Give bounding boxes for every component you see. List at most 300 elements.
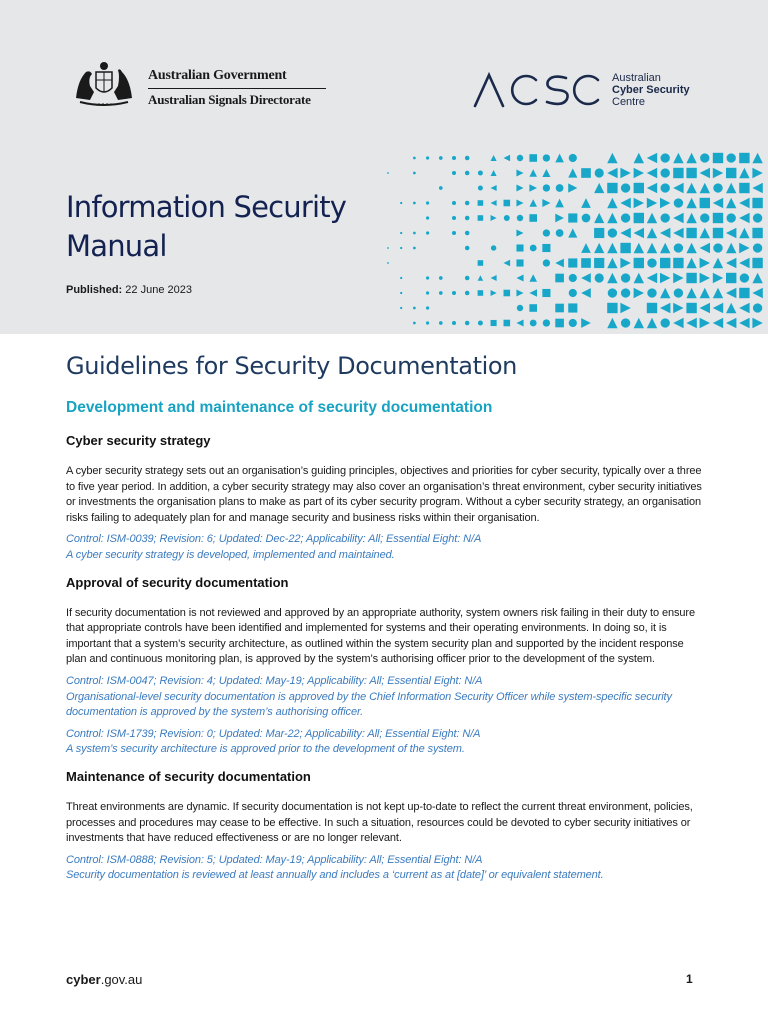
pattern-shape	[620, 168, 630, 178]
pattern-shape	[647, 228, 657, 238]
pattern-shape	[400, 307, 402, 309]
pattern-shape	[726, 243, 736, 253]
pattern-shape	[426, 156, 429, 159]
pattern-shape	[621, 288, 630, 297]
pattern-shape	[726, 318, 736, 328]
pattern-shape	[516, 259, 523, 266]
pattern-shape	[674, 198, 683, 207]
pattern-shape	[740, 273, 749, 282]
pattern-shape	[726, 198, 736, 208]
pattern-shape	[634, 273, 644, 283]
pattern-shape	[700, 168, 710, 178]
pattern-shape	[686, 273, 696, 283]
pattern-shape	[595, 273, 604, 282]
pattern-shape	[673, 258, 683, 268]
agency-name: Australian Signals Directorate	[148, 92, 311, 107]
pattern-shape	[686, 153, 696, 163]
pattern-shape	[608, 228, 617, 237]
pattern-shape	[686, 198, 696, 208]
pattern-shape	[686, 288, 696, 298]
pattern-shape	[581, 198, 591, 208]
pattern-shape	[752, 183, 762, 193]
control-meta: Control: ISM-0888; Revision: 5; Updated: May-19; Applicability: All; Essential Eight: N/A	[66, 853, 483, 866]
subsection-title: Development and maintenance of security documentation	[66, 399, 493, 416]
document-title	[66, 188, 446, 266]
pattern-shape	[634, 288, 644, 298]
pattern-shape	[516, 289, 523, 296]
pattern-shape	[465, 276, 470, 281]
pattern-shape	[478, 290, 484, 296]
page-number: 1	[686, 972, 693, 986]
pattern-shape	[686, 213, 696, 223]
pattern-shape	[607, 258, 617, 268]
pattern-shape	[465, 321, 470, 326]
pattern-shape	[452, 321, 456, 325]
pattern-shape	[713, 153, 723, 163]
pattern-shape	[491, 170, 497, 176]
pattern-shape	[581, 288, 591, 298]
pattern-shape	[634, 318, 644, 328]
pattern-shape	[713, 183, 722, 192]
pattern-shape	[739, 303, 749, 313]
pattern-shape	[568, 228, 577, 237]
pattern-shape	[452, 201, 456, 205]
pattern-shape	[621, 213, 630, 222]
pattern-shape	[726, 183, 736, 193]
pattern-shape	[555, 259, 564, 268]
acsc-name-line3: Centre	[612, 96, 646, 108]
pattern-shape	[620, 228, 630, 238]
pattern-shape	[555, 319, 564, 328]
control-meta: Control: ISM-1739; Revision: 0; Updated: Mar-22; Applicability: All; Essential Eight: N/A	[66, 727, 481, 740]
pattern-shape	[713, 243, 722, 252]
commonwealth-coat-of-arms-icon	[66, 58, 142, 108]
pattern-shape	[478, 200, 484, 206]
pattern-shape	[478, 170, 483, 175]
pattern-shape	[529, 184, 537, 192]
pattern-shape	[752, 273, 762, 283]
pattern-shape	[634, 213, 644, 223]
pattern-shape	[713, 168, 723, 178]
pattern-shape	[673, 318, 683, 328]
pattern-shape	[621, 318, 630, 327]
pattern-shape	[542, 199, 550, 207]
pattern-shape	[673, 153, 683, 163]
pattern-shape	[426, 321, 429, 324]
pattern-shape	[582, 214, 591, 223]
control-text: A cyber security strategy is developed, implemented and maintained.	[66, 548, 395, 561]
pattern-shape	[594, 243, 604, 253]
footer-website-bold: cyber	[66, 972, 101, 987]
pattern-shape	[608, 288, 617, 297]
pattern-shape	[647, 183, 657, 193]
pattern-shape	[439, 321, 443, 325]
pattern-shape	[465, 291, 470, 296]
pattern-shape	[647, 258, 656, 267]
pattern-shape	[700, 153, 709, 162]
pattern-shape	[726, 288, 736, 298]
pattern-shape	[686, 318, 696, 328]
pattern-shape	[713, 198, 723, 208]
pattern-shape	[673, 273, 683, 283]
footer-website	[66, 972, 142, 987]
pattern-shape	[673, 228, 683, 238]
section-title: Guidelines for Security Documentation	[66, 352, 517, 380]
pattern-shape	[700, 318, 710, 328]
pattern-shape	[661, 213, 670, 222]
pattern-shape	[673, 168, 683, 178]
pattern-shape	[543, 229, 550, 236]
pattern-shape	[607, 273, 617, 283]
pattern-shape	[594, 258, 604, 268]
pattern-shape	[673, 183, 683, 193]
pattern-shape	[478, 320, 483, 325]
pattern-shape	[581, 258, 591, 268]
pattern-shape	[491, 245, 496, 250]
pattern-shape	[517, 155, 523, 161]
paragraph-cyber-security-strategy: A cyber security strategy sets out an organisation’s guiding principles, objectives and priorities for cyber security, typically over a three to five year period. In addition, a cyber security strategy may also cover an organisation’s threat environment, cyber security initiatives or investments the organisation plans to make as part of its cyber security program. Without a cyber security strategy, an organisation risks failing to adequately plan for and manage security and business risks within their organisation.	[66, 465, 702, 524]
pattern-shape	[739, 168, 749, 178]
pattern-shape	[568, 303, 577, 312]
control-text: Security documentation is reviewed at least annually and includes a ‘current as at [date]’ or equivalent statement.	[66, 869, 604, 882]
pattern-shape	[491, 155, 497, 161]
pattern-shape	[529, 304, 537, 312]
pattern-shape	[594, 213, 604, 223]
acsc-name-line2: Cyber Security	[612, 84, 690, 96]
pattern-shape	[568, 258, 577, 267]
pattern-shape	[439, 276, 443, 280]
pattern-shape	[752, 228, 762, 238]
pattern-shape	[634, 183, 644, 193]
pattern-shape	[569, 274, 577, 282]
pattern-shape	[727, 153, 736, 162]
pattern-shape	[504, 320, 511, 327]
pattern-shape	[452, 291, 456, 295]
pattern-shape	[686, 303, 696, 313]
pattern-shape	[491, 215, 497, 221]
pattern-shape	[713, 288, 723, 298]
pattern-shape	[674, 243, 683, 252]
pattern-shape	[607, 213, 617, 223]
australian-government-logo	[66, 58, 326, 110]
pattern-shape	[556, 184, 564, 192]
acsc-name-line1: Australian	[612, 72, 661, 84]
pattern-shape	[569, 319, 577, 327]
pattern-shape	[686, 243, 696, 253]
pattern-shape	[752, 288, 762, 298]
pattern-shape	[465, 201, 470, 206]
pattern-shape	[647, 153, 657, 163]
acsc-wordmark-icon	[472, 70, 602, 110]
pattern-shape	[542, 289, 550, 297]
pattern-shape	[739, 153, 749, 163]
pattern-shape	[529, 169, 537, 177]
pattern-shape	[529, 274, 537, 282]
pattern-shape	[543, 319, 550, 326]
pattern-shape	[607, 153, 617, 163]
pattern-shape	[452, 231, 456, 235]
pattern-shape	[647, 198, 657, 208]
pattern-shape	[700, 228, 710, 238]
pattern-shape	[555, 274, 564, 283]
document-title-line2: Manual	[66, 229, 167, 263]
control-block	[66, 727, 706, 758]
pattern-shape	[426, 306, 429, 309]
pattern-shape	[413, 172, 416, 175]
pattern-shape	[752, 318, 762, 328]
pattern-shape	[713, 303, 723, 313]
pattern-shape	[700, 273, 710, 283]
pattern-shape	[634, 153, 644, 163]
pattern-shape	[634, 198, 644, 208]
pattern-shape	[647, 303, 657, 313]
pattern-shape	[700, 243, 710, 253]
pattern-shape	[491, 320, 497, 326]
pattern-shape	[581, 168, 591, 178]
pattern-shape	[452, 171, 456, 175]
pattern-shape	[542, 244, 550, 252]
pattern-shape	[713, 273, 723, 283]
pattern-shape	[504, 200, 511, 207]
pattern-shape	[516, 229, 523, 236]
pattern-shape	[439, 291, 443, 295]
acsc-logo	[472, 70, 712, 110]
pattern-shape	[400, 277, 402, 279]
published-value: 22 June 2023	[125, 284, 192, 296]
pattern-shape	[478, 260, 484, 266]
pattern-shape	[504, 155, 511, 162]
pattern-shape	[726, 303, 736, 313]
pattern-shape	[661, 153, 670, 162]
pattern-shape	[700, 183, 710, 193]
pattern-shape	[620, 198, 630, 208]
pattern-shape	[634, 243, 644, 253]
pattern-shape	[516, 319, 523, 326]
control-text: Organisational-level security documentation is approved by the Chief Information Security Officer while system-specific security documentation is approved by the system’s authorising officer.	[66, 690, 672, 719]
heading-cyber-security-strategy: Cyber security strategy	[66, 433, 211, 448]
pattern-shape	[607, 168, 617, 178]
pattern-shape	[700, 288, 710, 298]
pattern-shape	[568, 168, 577, 177]
pattern-shape	[581, 318, 591, 328]
pattern-shape	[753, 243, 762, 252]
pattern-shape	[478, 275, 484, 281]
pattern-shape	[581, 243, 591, 253]
pattern-shape	[569, 154, 577, 162]
pattern-shape	[529, 214, 537, 222]
pattern-shape	[739, 183, 749, 193]
pattern-shape	[387, 172, 389, 174]
pattern-shape	[543, 184, 550, 191]
pattern-shape	[607, 198, 617, 208]
pattern-shape	[543, 259, 550, 266]
pattern-shape	[426, 291, 429, 294]
paragraph-approval-of-security-documentation: If security documentation is not reviewed and approved by an appropriate authority, system owners risk failing in their duty to ensure that appropriate controls have been identified and implemented for systems and their operating environments. In doing so, it is important that a system’s security architecture, as outlined within the system security plan and supported by the incident response plan and continuous monitoring plan, is approved by the system’s authorising officer prior to the development of the system.	[66, 606, 696, 666]
pattern-shape	[517, 215, 523, 221]
pattern-shape	[660, 273, 670, 283]
pattern-shape	[452, 216, 456, 220]
pattern-shape	[647, 288, 656, 297]
paragraph-maintenance-of-security-documentation: Threat environments are dynamic. If security documentation is not kept up-to-date to reflect the current threat environment, policies, processes and procedures may cease to be effective. In such a situation, resources could be devoted to cyber security initiatives or investments that have reduced effectiveness or are no longer relevant.	[66, 800, 693, 845]
control-text: A system’s security architecture is approved prior to the development of the system.	[66, 743, 465, 756]
pattern-shape	[620, 303, 630, 313]
document-body	[66, 348, 706, 884]
pattern-shape	[426, 276, 429, 279]
pattern-shape	[661, 318, 670, 327]
pattern-shape	[465, 171, 470, 176]
pattern-shape	[647, 213, 657, 223]
pattern-shape	[607, 318, 617, 328]
control-meta: Control: ISM-0047; Revision: 4; Updated: May-19; Applicability: All; Essential Eight: N/A	[66, 674, 483, 687]
pattern-shape	[660, 198, 670, 208]
pattern-shape	[478, 185, 483, 190]
pattern-shape	[491, 275, 497, 281]
pattern-shape	[607, 303, 617, 313]
pattern-shape	[634, 228, 644, 238]
pattern-shape	[752, 258, 762, 268]
pattern-shape	[686, 258, 696, 268]
pattern-shape	[700, 303, 710, 313]
pattern-shape	[661, 168, 670, 177]
document-header	[0, 0, 768, 334]
pattern-shape	[700, 258, 710, 268]
pattern-shape	[753, 213, 762, 222]
pattern-shape	[674, 288, 683, 297]
pattern-shape	[568, 183, 577, 192]
control-block	[66, 674, 706, 721]
pattern-shape	[465, 231, 470, 236]
pattern-shape	[647, 318, 657, 328]
pattern-shape	[529, 154, 537, 162]
published-label: Published:	[66, 284, 123, 296]
pattern-shape	[726, 273, 736, 283]
pattern-shape	[413, 157, 416, 160]
pattern-shape	[555, 199, 564, 208]
pattern-shape	[465, 156, 470, 161]
control-block	[66, 532, 706, 563]
pattern-shape	[673, 213, 683, 223]
pattern-shape	[556, 229, 564, 237]
acsc-name	[612, 72, 690, 108]
pattern-shape	[542, 169, 550, 177]
pattern-shape	[478, 215, 484, 221]
pattern-shape	[660, 258, 670, 268]
pattern-shape	[465, 246, 470, 251]
pattern-shape	[413, 307, 416, 310]
pattern-shape	[700, 198, 710, 208]
pattern-shape	[660, 288, 670, 298]
pattern-shape	[516, 244, 523, 251]
government-wordmark	[148, 68, 326, 108]
pattern-shape	[739, 213, 749, 223]
pattern-shape	[517, 305, 523, 311]
pattern-shape	[660, 228, 670, 238]
pattern-shape	[491, 200, 497, 206]
control-meta: Control: ISM-0039; Revision: 6; Updated: Dec-22; Applicability: All; Essential Eight: N/A	[66, 533, 482, 546]
pattern-shape	[621, 183, 630, 192]
pattern-shape	[400, 292, 402, 294]
heading-approval-of-security-documentation: Approval of security documentation	[66, 574, 289, 590]
pattern-shape	[739, 228, 749, 238]
pattern-shape	[607, 183, 617, 193]
pattern-shape	[739, 318, 749, 328]
pattern-shape	[491, 185, 497, 191]
pattern-shape	[516, 184, 523, 191]
pattern-shape	[753, 303, 762, 312]
pattern-shape	[569, 289, 577, 297]
pattern-shape	[555, 214, 564, 223]
pattern-shape	[647, 273, 657, 283]
pattern-shape	[727, 213, 736, 222]
pattern-shape	[661, 183, 670, 192]
pattern-shape	[713, 318, 723, 328]
pattern-shape	[686, 228, 696, 238]
pattern-shape	[660, 303, 670, 313]
pattern-shape	[634, 168, 644, 178]
pattern-shape	[739, 258, 749, 268]
pattern-shape	[504, 290, 511, 297]
pattern-shape	[700, 213, 709, 222]
pattern-shape	[686, 168, 696, 178]
pattern-shape	[504, 215, 510, 221]
pattern-shape	[713, 258, 723, 268]
pattern-shape	[530, 320, 537, 327]
heading-maintenance-of-security-documentation: Maintenance of security documentation	[66, 768, 311, 784]
pattern-shape	[595, 168, 604, 177]
pattern-shape	[594, 183, 604, 193]
pattern-shape	[647, 168, 657, 178]
pattern-shape	[634, 258, 644, 268]
pattern-shape	[752, 168, 762, 178]
pattern-shape	[752, 153, 762, 163]
pattern-shape	[491, 290, 497, 296]
pattern-shape	[516, 274, 523, 281]
footer-website-rest: .gov.au	[100, 972, 143, 987]
pattern-shape	[530, 245, 537, 252]
pattern-shape	[607, 243, 617, 253]
document-title-line1: Information Security	[66, 190, 347, 224]
pattern-shape	[465, 216, 470, 221]
pattern-shape	[620, 243, 630, 253]
pattern-shape	[555, 154, 564, 163]
control-block	[66, 853, 706, 884]
pattern-shape	[660, 243, 670, 253]
pattern-shape	[739, 288, 749, 298]
pattern-shape	[452, 156, 456, 160]
pattern-shape	[504, 260, 511, 267]
pattern-shape	[581, 273, 591, 283]
pattern-shape	[529, 289, 537, 297]
pattern-shape	[439, 156, 443, 160]
pattern-shape	[713, 213, 723, 223]
pattern-shape	[739, 198, 749, 208]
pattern-shape	[673, 303, 683, 313]
pattern-shape	[568, 213, 577, 222]
pattern-shape	[555, 304, 564, 313]
pattern-shape	[752, 198, 762, 208]
pattern-shape	[647, 243, 657, 253]
pattern-shape	[713, 228, 723, 238]
pattern-shape	[726, 228, 736, 238]
pattern-shape	[726, 168, 736, 178]
government-name: Australian Government	[148, 68, 326, 89]
pattern-shape	[529, 199, 537, 207]
pattern-shape	[620, 258, 630, 268]
pattern-shape	[516, 199, 523, 206]
published-date	[66, 284, 192, 296]
pattern-shape	[594, 228, 604, 238]
pattern-shape	[739, 243, 749, 253]
